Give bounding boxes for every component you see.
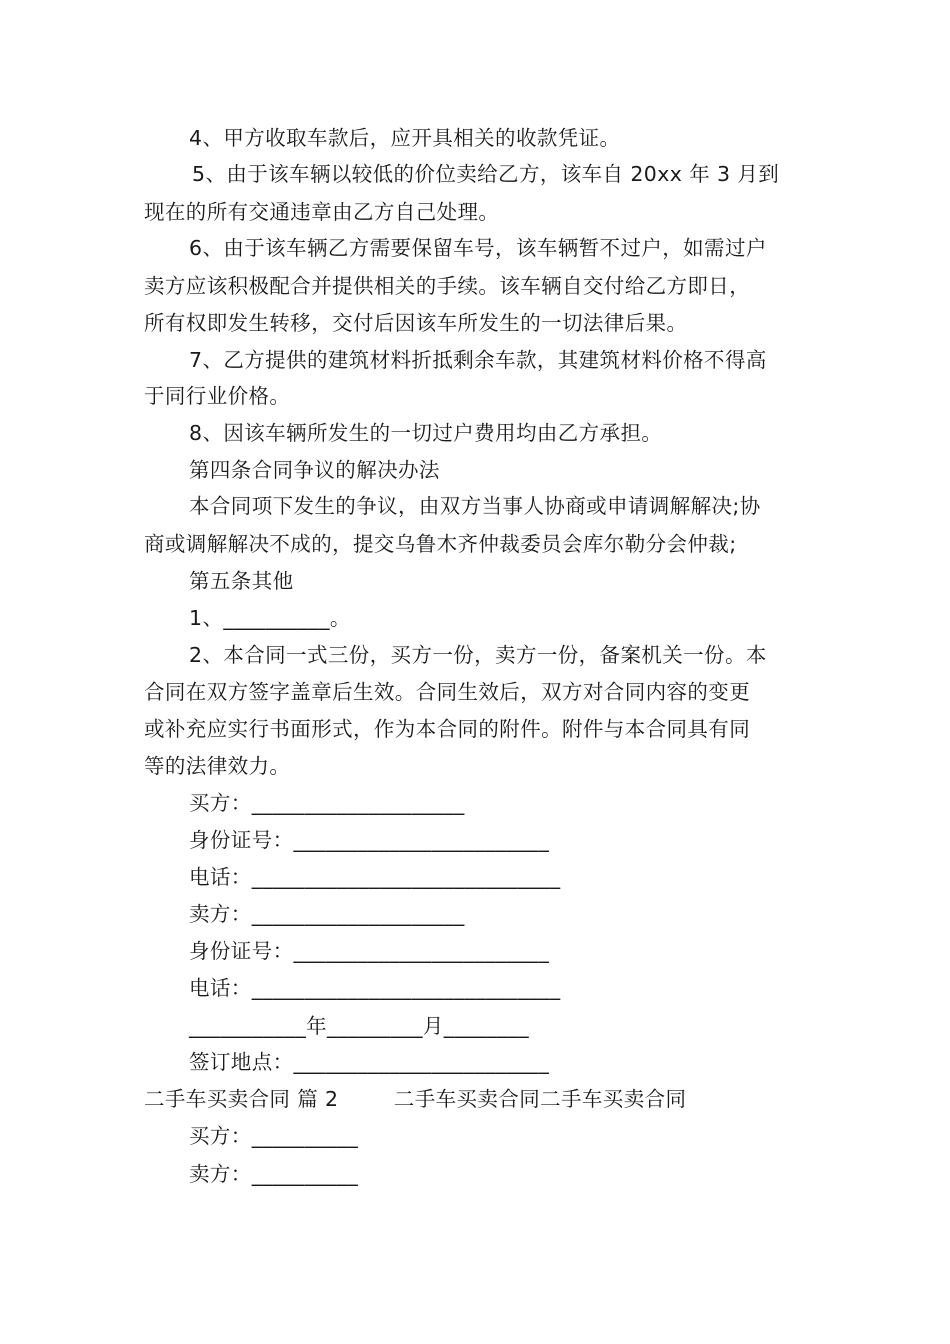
article-5-item-2-line-4: 等的法律效力。 [144,754,291,778]
clause-4: 4、甲方收取车款后，应开具相关的收款凭证。 [189,126,621,150]
seller-phone-field: 电话：_____________________________ [189,976,561,1000]
article-4-line-2: 商或调解解决不成的，提交乌鲁木齐仲裁委员会库尔勒分会仲裁; [144,532,737,556]
clause-7-line-1: 7、乙方提供的建筑材料折抵剩余车款，其建筑材料价格不得高 [189,348,767,372]
article-4-heading: 第四条合同争议的解决办法 [189,458,440,482]
seller-field: 卖方：____________________ [189,902,465,926]
article-5-heading: 第五条其他 [189,569,294,593]
article-5-item-1: 1、__________。 [189,606,351,630]
clause-5-line-2: 现在的所有交通违章由乙方自己处理。 [144,200,500,224]
sign-place-field: 签订地点：________________________ [189,1050,550,1074]
buyer-field: 买方：____________________ [189,791,465,815]
clause-7-line-2: 于同行业价格。 [144,384,291,408]
section-2-seller-field: 卖方：__________ [189,1162,359,1186]
clause-6-line-3: 所有权即发生转移，交付后因该车所发生的一切法律后果。 [144,311,688,335]
article-5-item-2-line-1: 2、本合同一式三份，买方一份，卖方一份，备案机关一份。本 [189,643,767,667]
clause-5-line-1: 5、由于该车辆以较低的价位卖给乙方，该车自 20xx 年 3 月到 [192,162,780,186]
seller-id-field: 身份证号：________________________ [189,939,550,963]
clause-8: 8、因该车辆所发生的一切过户费用均由乙方承担。 [189,421,663,445]
clause-6-line-1: 6、由于该车辆乙方需要保留车号，该车辆暂不过户，如需过户 [189,236,767,260]
date-field: ___________年_________月________ [189,1014,529,1038]
buyer-phone-field: 电话：_____________________________ [189,865,561,889]
article-5-item-2-line-3: 或补充应实行书面形式，作为本合同的附件。附件与本合同具有同 [144,717,751,741]
article-4-line-1: 本合同项下发生的争议，由双方当事人协商或申请调解解决;协 [189,494,761,518]
section-2-buyer-field: 买方：__________ [189,1124,359,1148]
article-5-item-2-line-2: 合同在双方签字盖章后生效。合同生效后，双方对合同内容的变更 [144,680,751,704]
clause-6-line-2: 卖方应该积极配合并提供相关的手续。该车辆自交付给乙方即日， [144,274,751,298]
section-2-title: 二手车买卖合同 篇 2 二手车买卖合同二手车买卖合同 [144,1087,687,1111]
buyer-id-field: 身份证号：________________________ [189,828,550,852]
